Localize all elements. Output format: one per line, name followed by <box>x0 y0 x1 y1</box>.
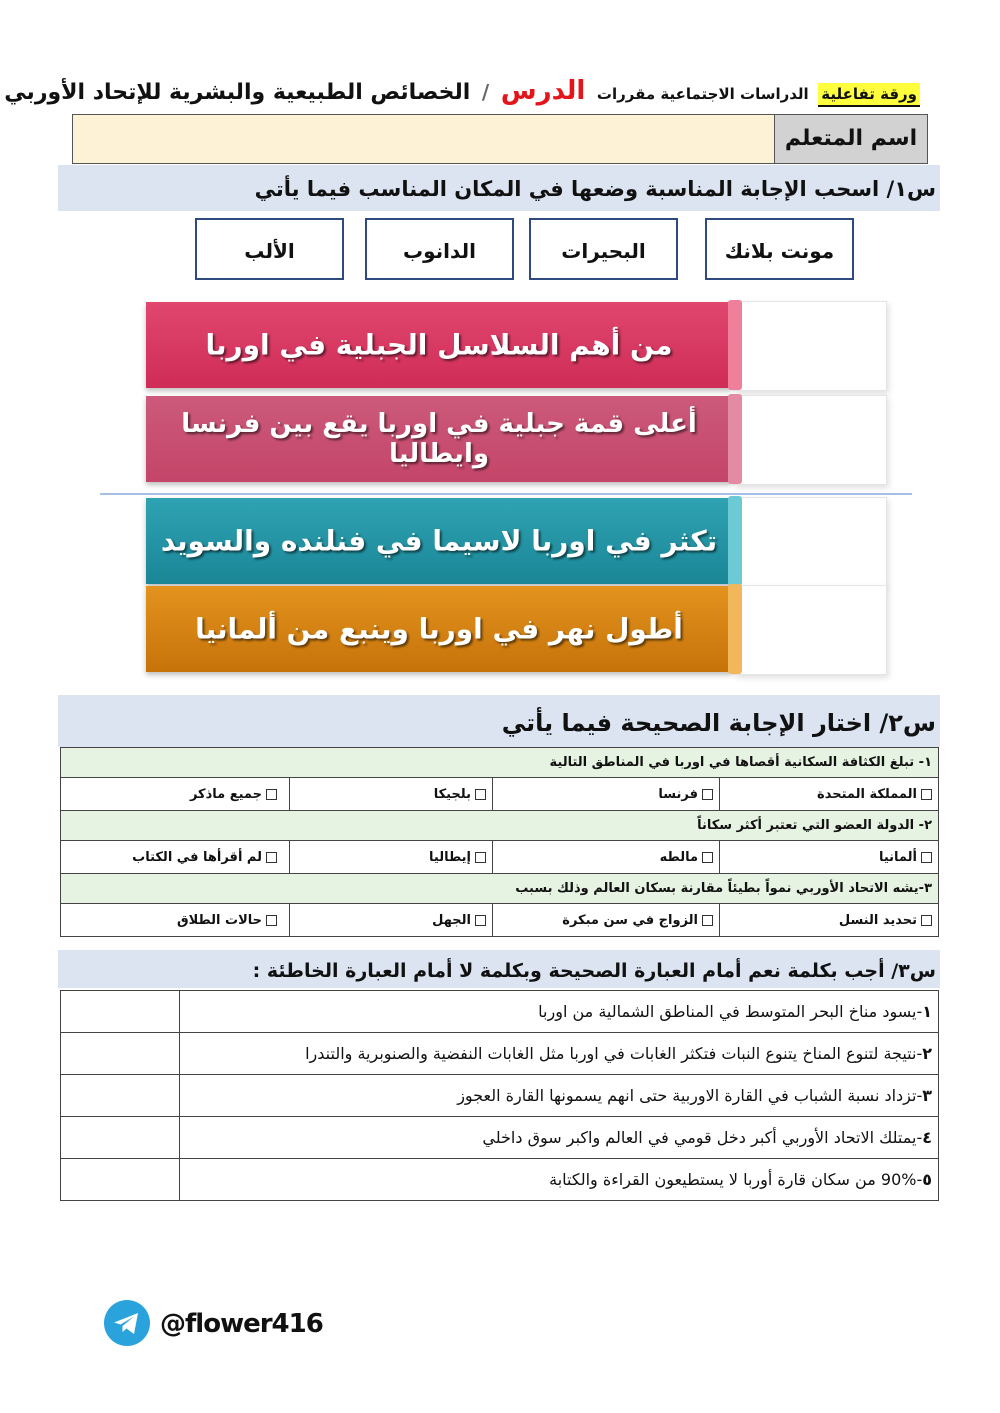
drop-target-4[interactable] <box>733 585 887 675</box>
clue-text-3: تكثر في اوربا لاسيما في فنلنده والسويد <box>160 524 718 558</box>
checkbox-icon[interactable] <box>702 789 713 800</box>
tf-answer-1[interactable] <box>61 991 180 1033</box>
tf-answer-4[interactable] <box>61 1117 180 1159</box>
checkbox-icon[interactable] <box>475 789 486 800</box>
mcq-option[interactable]: الزواج في سن مبكرة <box>493 904 720 937</box>
tf-row <box>61 1159 939 1201</box>
drag-word-danube[interactable]: الدانوب <box>365 218 514 280</box>
tf-statement-4: ٤-يمتلك الاتحاد الأوربي أكبر دخل قومي في العالم واكبر سوق داخلي <box>180 1117 939 1159</box>
lesson-label: الدرس <box>500 76 586 106</box>
clue-text-1: من أهم السلاسل الجبلية في اوربا <box>205 328 673 362</box>
tf-row <box>61 1117 939 1159</box>
checkbox-icon[interactable] <box>702 852 713 863</box>
tf-statement-1: ١-يسود مناخ البحر المتوسط في المناطق الشمالية من اوربا <box>180 991 939 1033</box>
q1-title-bar <box>58 165 940 211</box>
clue-ribbon-4 <box>146 586 732 672</box>
tf-row <box>61 1075 939 1117</box>
tf-statement-3: ٣-تزداد نسبة الشباب في القارة الاوربية حتى انهم يسمونها القارة العجوز <box>180 1075 939 1117</box>
drag-word-alps[interactable]: الألب <box>195 218 344 280</box>
mcq-option[interactable]: إيطاليا <box>290 841 493 874</box>
worksheet-label: ورقة تفاعلية <box>818 83 920 107</box>
q3-title: س٣/ أجب بكلمة نعم أمام العبارة الصحيحة وبكلمة لا أمام العبارة الخاطئة : <box>252 960 936 982</box>
mcq-question-3: ٣-يشه الاتحاد الأوربي نمواً بطيئاً مقارنة بسكان العالم وذلك بسبب <box>61 874 939 904</box>
checkbox-icon[interactable] <box>266 915 277 926</box>
clue-ribbon-2 <box>146 396 732 482</box>
q2-title: س٢/ اختار الإجابة الصحيحة فيما يأتي <box>501 709 936 737</box>
checkbox-icon[interactable] <box>921 915 932 926</box>
worksheet-header <box>4 72 920 112</box>
clue-ribbon-3 <box>146 498 732 584</box>
mcq-option[interactable]: ألمانيا <box>720 841 939 874</box>
telegram-handle[interactable]: @flower416 <box>160 1309 323 1339</box>
clue-text-2: أعلى قمة جبلية في اوربا يقع بين فرنسا وايطاليا <box>181 409 697 469</box>
lesson-title: الخصائص الطبيعية والبشرية للإتحاد الأوربي <box>4 80 471 105</box>
q1-title: س١/ اسحب الإجابة المناسبة وضعها في المكان المناسب فيما يأتي <box>254 177 936 201</box>
clue-text-4: أطول نهر في اوربا وينبع من ألمانيا <box>195 612 683 646</box>
drag-word-mont-blanc[interactable]: مونت بلانك <box>705 218 854 280</box>
tf-answer-3[interactable] <box>61 1075 180 1117</box>
mcq-option[interactable]: فرنسا <box>493 778 720 811</box>
tf-answer-5[interactable] <box>61 1159 180 1201</box>
clue-ribbon-1 <box>146 302 732 388</box>
mcq-option[interactable]: جميع ماذكر <box>61 778 290 811</box>
student-name-field[interactable] <box>73 115 773 163</box>
mcq-option[interactable]: لم أقرأها في الكتاب <box>61 841 290 874</box>
checkbox-icon[interactable] <box>475 852 486 863</box>
student-name-label: اسم المتعلم <box>774 115 927 163</box>
mcq-option[interactable]: تحديد النسل <box>720 904 939 937</box>
tf-row <box>61 1033 939 1075</box>
q3-title-bar <box>58 950 940 988</box>
mcq-question-2: ٢- الدولة العضو التي تعتبر أكثر سكاناً <box>61 811 939 841</box>
mcq-table <box>60 747 939 937</box>
checkbox-icon[interactable] <box>266 852 277 863</box>
checkbox-icon[interactable] <box>921 852 932 863</box>
tf-statement-2: ٢-نتيجة لتنوع المناخ يتنوع النبات فتكثر الغابات في اوربا مثل الغابات النفضية والصنوبرية والتندرا <box>180 1033 939 1075</box>
tf-statement-5: ٥-90% من سكان قارة أوربا لا يستطيعون القراءة والكتابة <box>180 1159 939 1201</box>
mcq-option[interactable]: مالطه <box>493 841 720 874</box>
mcq-option[interactable]: الجهل <box>290 904 493 937</box>
telegram-icon[interactable] <box>103 1299 151 1347</box>
checkbox-icon[interactable] <box>702 915 713 926</box>
q2-title-bar <box>58 695 940 747</box>
drop-target-3[interactable] <box>733 497 887 587</box>
checkbox-icon[interactable] <box>921 789 932 800</box>
drop-target-2[interactable] <box>733 395 887 485</box>
mcq-option[interactable]: المملكة المتحدة <box>720 778 939 811</box>
drop-target-1[interactable] <box>733 301 887 391</box>
mcq-option[interactable]: بلجيكا <box>290 778 493 811</box>
checkbox-icon[interactable] <box>266 789 277 800</box>
mcq-option[interactable]: حالات الطلاق <box>61 904 290 937</box>
true-false-table <box>60 990 939 1201</box>
student-name-row <box>72 114 928 164</box>
subject-label: الدراسات الاجتماعية مقررات <box>596 85 809 103</box>
drag-word-lakes[interactable]: البحيرات <box>529 218 678 280</box>
tf-row <box>61 991 939 1033</box>
header-separator: / <box>481 80 490 104</box>
divider-line <box>100 493 912 495</box>
checkbox-icon[interactable] <box>475 915 486 926</box>
tf-answer-2[interactable] <box>61 1033 180 1075</box>
mcq-question-1: ١- تبلغ الكثافة السكانية أقصاها في اوربا في المناطق التالية <box>61 748 939 778</box>
